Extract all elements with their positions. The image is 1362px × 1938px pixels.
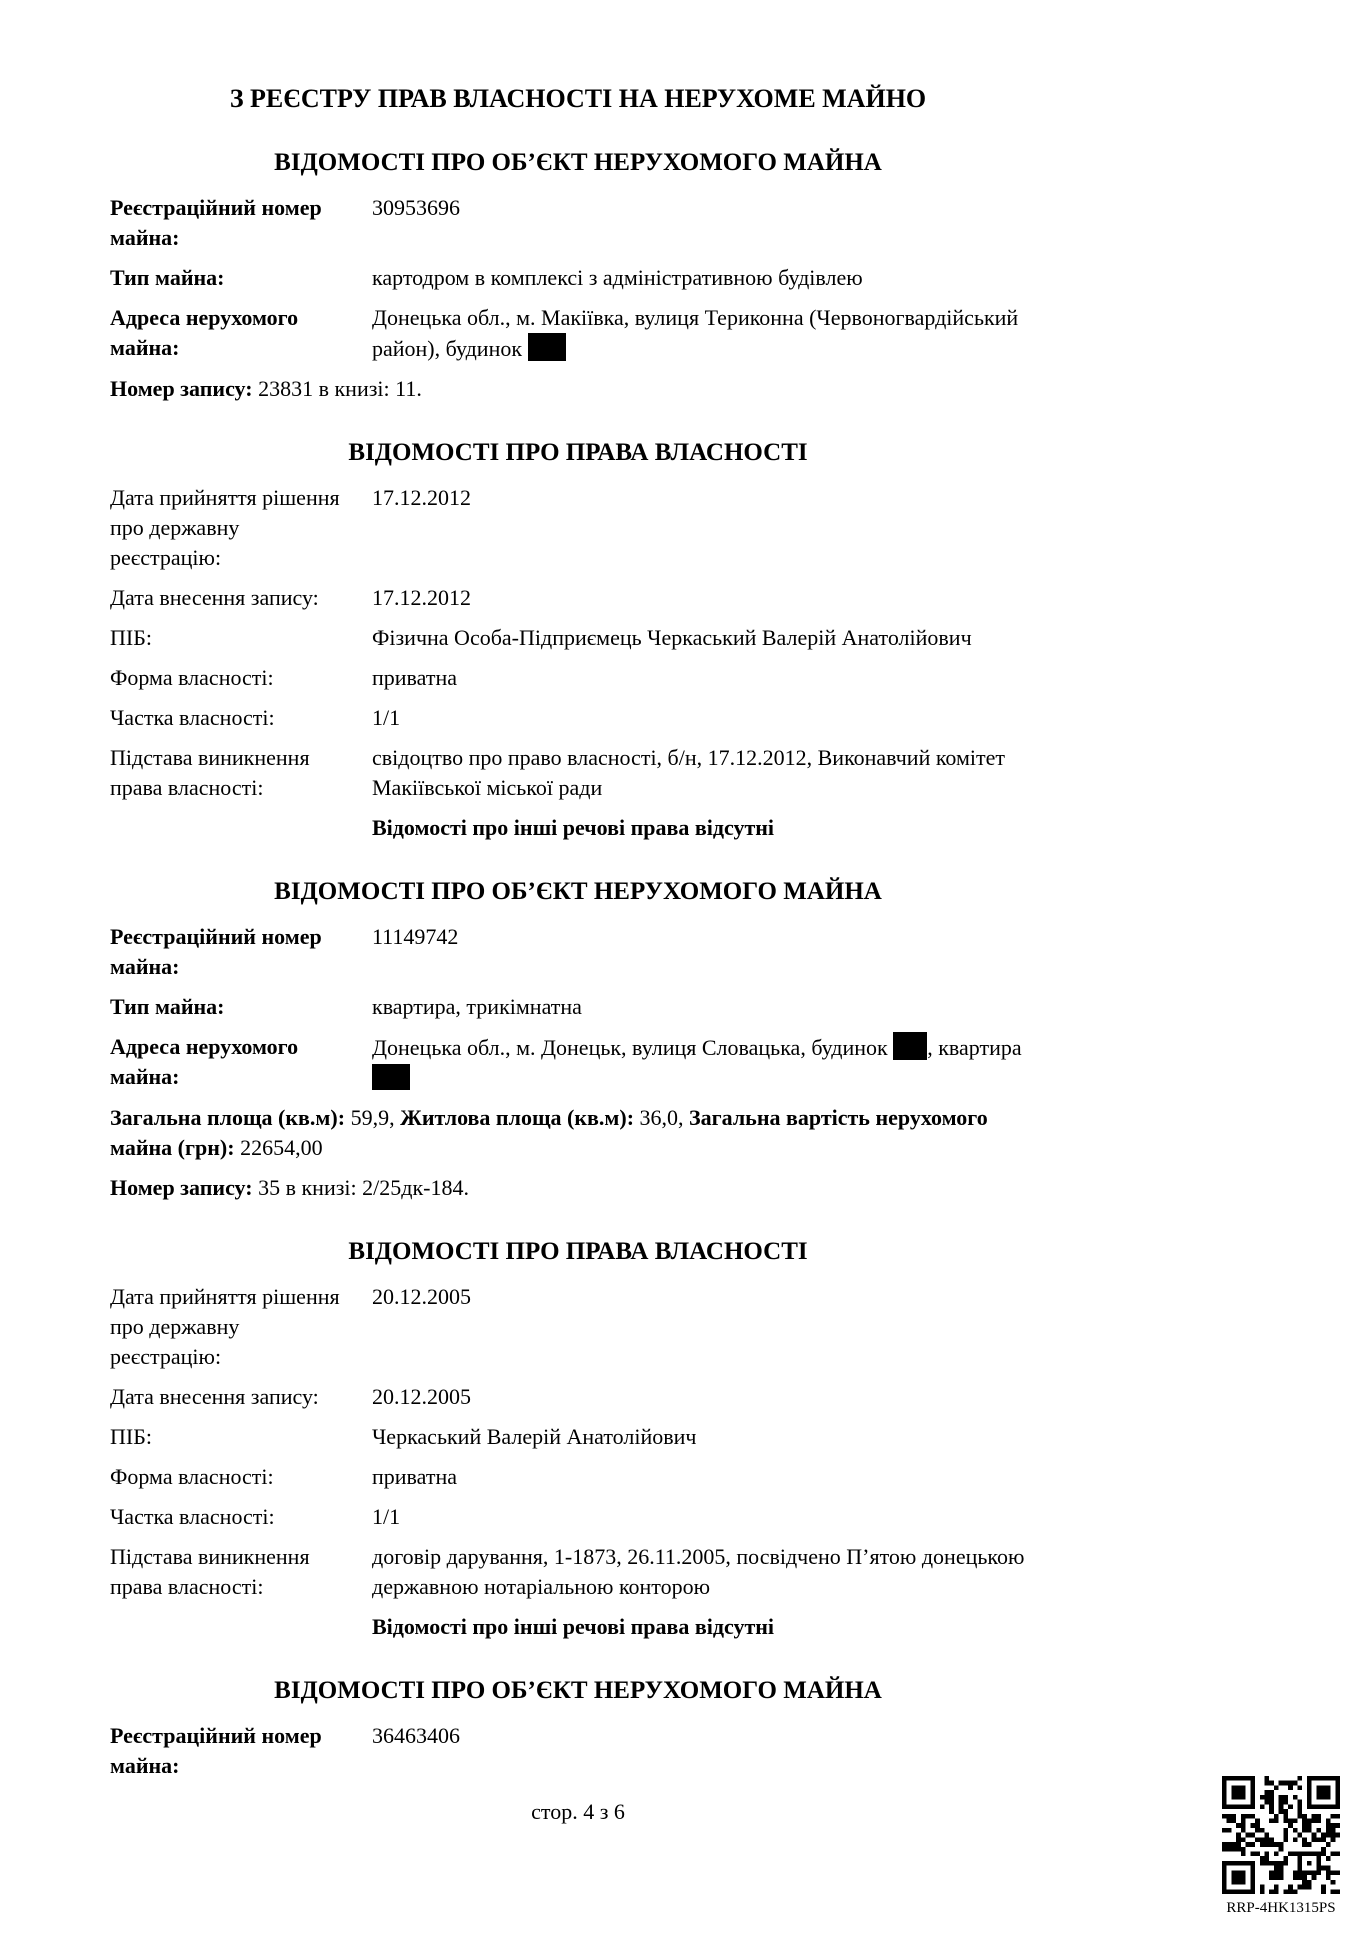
field-row — [110, 992, 1245, 1022]
field-value: договір дарування, 1-1873, 26.11.2005, посвідчено П’ятою донецькою державною нотаріальною конторою — [372, 1544, 1025, 1599]
field-value: свідоцтво про право власності, б/н, 17.12.2012, Виконавчий комітет Макіївської міської ради — [372, 745, 1006, 800]
section-heading-rights-1: ВІДОМОСТІ ПРО ПРАВА ВЛАСНОСТІ — [348, 439, 808, 466]
field-row — [110, 1382, 1245, 1412]
field-row — [110, 703, 1245, 733]
field-value: Черкаський Валерій Анатолійович — [372, 1424, 697, 1449]
field-row — [110, 483, 1245, 573]
field-label: Дата прийняття рішення про державну реєстрацію: — [110, 1284, 340, 1369]
field-label: Реєстраційний номер майна: — [110, 195, 322, 250]
qr-block — [1220, 1776, 1342, 1917]
field-row — [110, 1721, 1245, 1781]
field-label: Адреса нерухомого майна: — [110, 1034, 299, 1089]
field-label: Реєстраційний номер майна: — [110, 1723, 322, 1778]
field-row — [110, 303, 1245, 364]
field-row — [110, 193, 1245, 253]
record-number-line: Номер запису: 35 в книзі: 2/25дк-184. — [110, 1175, 469, 1200]
field-label: Частка власності: — [110, 705, 275, 730]
no-other-rights-note: Відомості про інші речові права відсутні — [372, 815, 775, 840]
no-other-rights-note: Відомості про інші речові права відсутні — [372, 1614, 775, 1639]
area-summary-line: Загальна площа (кв.м): 59,9, Житлова площа (кв.м): 36,0, Загальна вартість нерухомого майна (грн): 22654,00 — [110, 1105, 988, 1160]
field-value: картодром в комплексі з адміністративною будівлею — [372, 265, 863, 290]
section-heading-rights-2: ВІДОМОСТІ ПРО ПРАВА ВЛАСНОСТІ — [348, 1238, 808, 1265]
section-heading-object-1: ВІДОМОСТІ ПРО ОБ’ЄКТ НЕРУХОМОГО МАЙНА — [274, 149, 882, 176]
field-value: 1/1 — [372, 705, 401, 730]
field-value: 20.12.2005 — [372, 1284, 471, 1309]
field-value: 20.12.2005 — [372, 1384, 471, 1409]
qr-code-icon — [1220, 1776, 1342, 1894]
field-row — [110, 1542, 1245, 1602]
field-row — [110, 663, 1245, 693]
field-label: Підстава виникнення права власності: — [110, 745, 310, 800]
field-value: квартира, трикімнатна — [372, 994, 582, 1019]
field-label: Частка власності: — [110, 1504, 275, 1529]
field-label: Тип майна: — [110, 994, 225, 1019]
field-label: Реєстраційний номер майна: — [110, 924, 322, 979]
section-heading-object-3: ВІДОМОСТІ ПРО ОБ’ЄКТ НЕРУХОМОГО МАЙНА — [274, 1677, 882, 1704]
field-value: 11149742 — [372, 924, 459, 949]
field-label: ПІБ: — [110, 625, 152, 650]
field-value-address: Донецька обл., м. Макіївка, вулиця Териконна (Червоногвардійський район), будинок — [372, 305, 1019, 361]
field-value: 17.12.2012 — [372, 585, 471, 610]
field-value: приватна — [372, 1464, 457, 1489]
redaction-box — [893, 1032, 927, 1060]
field-value: Фізична Особа-Підприємець Черкаський Валерій Анатолійович — [372, 625, 972, 650]
field-row — [110, 743, 1245, 803]
field-label: Адреса нерухомого майна: — [110, 305, 299, 360]
field-label: Тип майна: — [110, 265, 225, 290]
page-number: стор. 4 з 6 — [531, 1799, 625, 1824]
qr-code-label: RRP-4HK1315PS — [1226, 1900, 1336, 1916]
field-label: Дата прийняття рішення про державну реєстрацію: — [110, 485, 340, 570]
field-value: 30953696 — [372, 195, 460, 220]
redaction-box — [528, 333, 566, 361]
field-value: 1/1 — [372, 1504, 401, 1529]
field-row — [110, 263, 1245, 293]
field-row — [110, 922, 1245, 982]
field-label: Дата внесення запису: — [110, 1384, 319, 1409]
field-row — [110, 1462, 1245, 1492]
field-value: 17.12.2012 — [372, 485, 471, 510]
record-number-line: Номер запису: 23831 в книзі: 11. — [110, 376, 422, 401]
field-value: приватна — [372, 665, 457, 690]
field-label: ПІБ: — [110, 1424, 152, 1449]
field-row — [110, 1502, 1245, 1532]
field-label: Підстава виникнення права власності: — [110, 1544, 310, 1599]
section-heading-object-2: ВІДОМОСТІ ПРО ОБ’ЄКТ НЕРУХОМОГО МАЙНА — [274, 878, 882, 905]
field-label: Дата внесення запису: — [110, 585, 319, 610]
field-row — [110, 1032, 1245, 1093]
field-row — [110, 1422, 1245, 1452]
field-label: Форма власності: — [110, 665, 274, 690]
redaction-box — [372, 1064, 410, 1090]
field-row — [110, 623, 1245, 653]
field-row — [110, 1282, 1245, 1372]
field-value-address: Донецька обл., м. Донецьк, вулиця Словацька, будинок , квартира — [372, 1032, 1245, 1093]
field-row — [110, 583, 1245, 613]
field-value: 36463406 — [372, 1723, 460, 1748]
field-label: Форма власності: — [110, 1464, 274, 1489]
document-title: З РЕЄСТРУ ПРАВ ВЛАСНОСТІ НА НЕРУХОМЕ МАЙНО — [229, 84, 927, 113]
